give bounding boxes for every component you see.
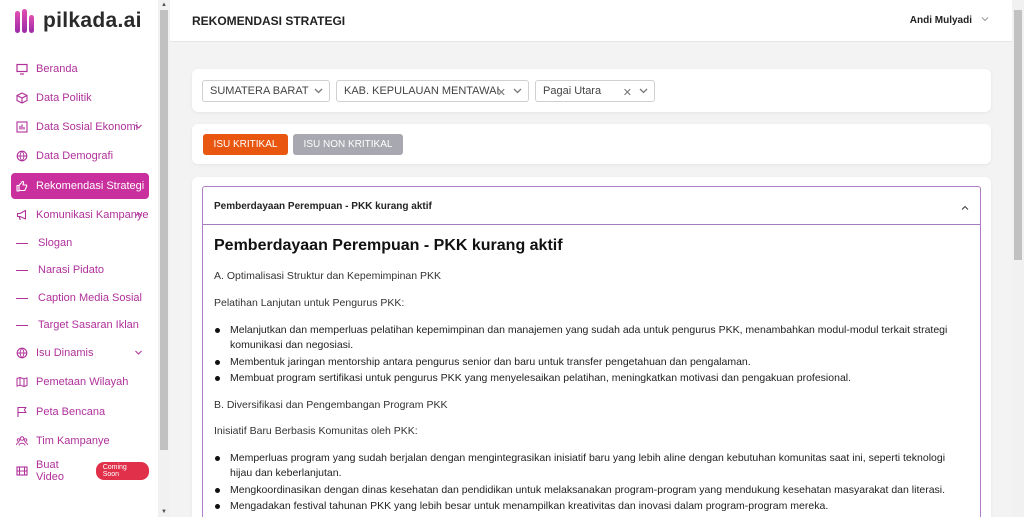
sidebar-item-label: Beranda: [36, 63, 78, 75]
logo-mark-icon: [15, 9, 34, 33]
cube-icon: [16, 92, 28, 104]
sidebar-subitem-target-sasaran-iklan[interactable]: [11, 312, 149, 338]
sidebar-item-label: Data Sosial Ekonomi: [36, 121, 139, 133]
chevron-up-icon[interactable]: [960, 200, 970, 218]
scroll-down-icon[interactable]: ▼: [161, 509, 167, 515]
province-value: SUMATERA BARAT: [210, 85, 309, 97]
sidebar-item-label: Narasi Pidato: [38, 264, 105, 276]
sidebar: [0, 0, 158, 517]
accordion-title: Pemberdayaan Perempuan - PKK kurang aktif: [214, 201, 432, 212]
content-heading: Pemberdayaan Perempuan - PKK kurang aktif: [214, 237, 563, 254]
sidebar-item-data-politik[interactable]: [11, 85, 149, 111]
film-icon: [16, 465, 28, 477]
sidebar-item-peta-bencana[interactable]: [11, 399, 149, 425]
section-b-subtitle: Inisiatif Baru Berbasis Komunitas oleh PKK:: [214, 425, 418, 437]
issue-tabs-card: [192, 124, 991, 164]
dash-icon: [16, 325, 28, 326]
sidebar-item-label: Slogan: [38, 237, 73, 249]
section-a-subtitle: Pelatihan Lanjutan untuk Pengurus PKK:: [214, 297, 405, 309]
sidebar-subitem-caption-media-sosial[interactable]: [11, 285, 149, 311]
sidebar-item-label: Rekomendasi Strategi: [36, 180, 145, 192]
filter-card: [192, 69, 991, 112]
district-value: Pagai Utara: [543, 85, 602, 97]
chevron-up-icon: [134, 210, 143, 222]
team-icon: [16, 435, 28, 447]
sidebar-item-label: Komunikasi Kampanye: [36, 209, 149, 221]
sidebar-item-data-demografi[interactable]: [11, 143, 149, 169]
dash-icon: [16, 270, 28, 271]
dash-icon: [16, 298, 28, 299]
main-scrollbar[interactable]: [1012, 0, 1024, 517]
globe-icon: [16, 150, 28, 162]
sidebar-item-beranda[interactable]: [11, 56, 149, 82]
clear-icon[interactable]: ✕: [496, 86, 506, 99]
sidebar-item-label: Data Politik: [36, 92, 92, 104]
brand-logo[interactable]: [15, 9, 142, 33]
sidebar-item-tim-kampanye[interactable]: [11, 428, 149, 454]
regency-select[interactable]: [336, 80, 529, 102]
coming-soon-badge: Coming Soon: [96, 462, 149, 480]
chevron-down-icon: [313, 85, 324, 99]
chevron-down-icon: [134, 122, 143, 134]
sidebar-item-label: Isu Dinamis: [36, 347, 94, 359]
globe-icon: [16, 347, 28, 359]
clear-icon[interactable]: ✕: [622, 86, 632, 99]
sidebar-item-buat-video[interactable]: [11, 458, 149, 484]
tab-isu-kritikal[interactable]: ISU KRITIKAL: [203, 134, 288, 155]
sidebar-item-pemetaan-wilayah[interactable]: [11, 369, 149, 395]
list-item: Mengadakan festival tahunan PKK yang lebih besar untuk menampilkan kreativitas dan inovasi dalam program-program mereka.: [214, 499, 964, 514]
sidebar-scrollbar[interactable]: [158, 0, 170, 517]
brand-name: pilkada.ai: [43, 9, 142, 32]
recommendation-card: [192, 177, 991, 517]
chevron-down-icon: [134, 348, 143, 360]
chevron-down-icon: [512, 85, 523, 99]
regency-value: KAB. KEPULAUAN MENTAWAI: [344, 85, 500, 97]
sidebar-item-label: Target Sasaran Iklan: [38, 319, 139, 331]
sidebar-item-label: Buat Video: [36, 459, 64, 483]
sidebar-scroll-thumb[interactable]: [160, 10, 168, 450]
sidebar-item-isu-dinamis[interactable]: [11, 340, 149, 366]
sidebar-item-label: Peta Bencana: [36, 406, 106, 418]
top-header: [170, 0, 1012, 42]
map-icon: [16, 376, 28, 388]
chevron-down-icon: [980, 14, 990, 27]
megaphone-icon: [16, 209, 28, 221]
sidebar-item-rekomendasi-strategi[interactable]: [11, 173, 149, 199]
list-item: Membentuk jaringan mentorship antara pengurus senior dan baru untuk transfer pengetahuan dan pengalaman.: [214, 355, 964, 370]
list-item: Melanjutkan dan memperluas pelatihan kepemimpinan dan manajemen yang sudah ada untuk pengurus PKK, menambahkan modul-modul terkait strategi komunikasi dan negosiasi.: [214, 323, 964, 353]
sidebar-item-label: Pemetaan Wilayah: [36, 376, 129, 388]
section-a-title: A. Optimalisasi Struktur dan Kepemimpinan PKK: [214, 270, 442, 282]
main-scroll-thumb[interactable]: [1014, 10, 1022, 260]
sidebar-item-label: Data Demografi: [36, 150, 114, 162]
sidebar-item-komunikasi-kampanye[interactable]: [11, 202, 149, 228]
list-item: Mengkoordinasikan dengan dinas kesehatan dan pendidikan untuk melaksanakan program-program yang mendukung kesehatan masyarakat dan literasi.: [214, 483, 964, 498]
monitor-icon: [16, 63, 28, 75]
recommendation-accordion: [202, 186, 981, 517]
chevron-down-icon: [638, 85, 649, 99]
accordion-header[interactable]: [203, 187, 980, 225]
list-item: Memperluas program yang sudah berjalan dengan mengintegrasikan inisiatif baru yang lebih aline dengan kebutuhan komunitas saat ini, seperti teknologi hijau dan keberlanjutan.: [214, 451, 964, 481]
thumb-up-icon: [16, 180, 28, 192]
user-menu[interactable]: [910, 14, 990, 27]
tab-isu-non-kritikal[interactable]: ISU NON KRITIKAL: [293, 134, 403, 155]
sidebar-item-label: Caption Media Sosial: [38, 292, 142, 304]
sidebar-item-data-sosial-ekonomi[interactable]: [11, 114, 149, 140]
user-name: Andi Mulyadi: [909, 15, 972, 26]
province-select[interactable]: [202, 80, 330, 102]
chart-icon: [16, 121, 28, 133]
flag-icon: [16, 406, 28, 418]
section-b-title: B. Diversifikasi dan Pengembangan Program PKK: [214, 399, 448, 411]
scroll-up-icon[interactable]: ▲: [161, 2, 167, 8]
sidebar-item-label: Tim Kampanye: [36, 435, 110, 447]
district-select[interactable]: [535, 80, 655, 102]
page-title: REKOMENDASI STRATEGI: [192, 14, 346, 28]
dash-icon: [16, 243, 28, 244]
list-item: Membuat program sertifikasi untuk pengurus PKK yang menyelesaikan pelatihan, meningkatkan motivasi dan pengakuan profesional.: [214, 371, 964, 386]
sidebar-subitem-slogan[interactable]: [11, 230, 149, 256]
sidebar-subitem-narasi-pidato[interactable]: [11, 257, 149, 283]
